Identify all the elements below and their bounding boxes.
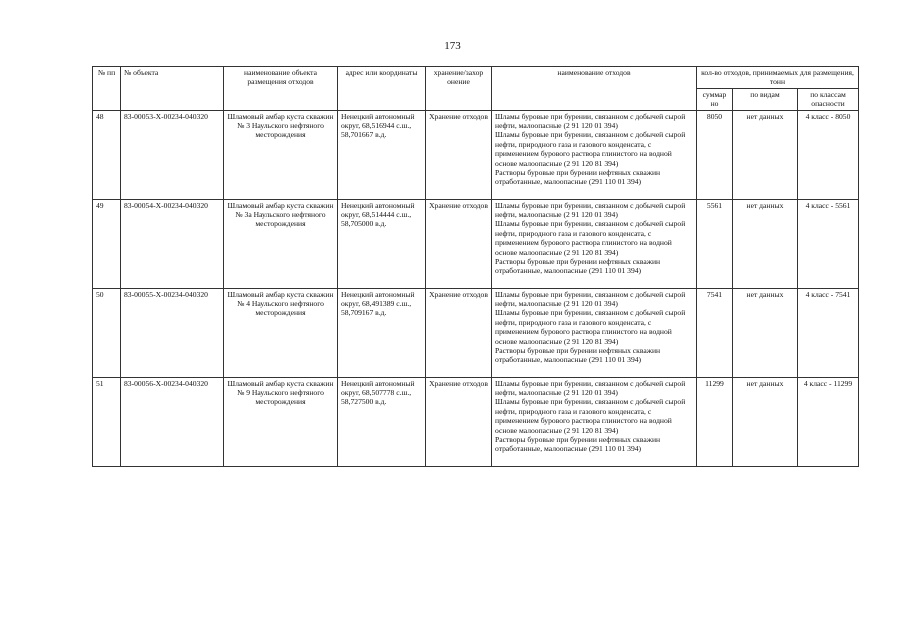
waste-item: Шламы буровые при бурении, связанном с добычей сырой нефти, малоопасные (2 91 120 01 394) [495,200,686,220]
cell-waste [492,199,697,288]
table-header [93,67,859,111]
cell-object-num: 83-00054-Х-00234-040320 [121,199,224,288]
header-sum: суммар но [697,88,733,110]
cell-by-type: нет данных [733,377,798,466]
waste-item: Растворы буровые при бурении нефтяных скважин отработанные, малоопасные (291 110 01 394) [495,435,661,454]
waste-item: Шламы буровые при бурении, связанном с добычей сырой нефти, природного газа и газового конденсата, с применением бурового раствора глинистого на водной основе малоопасные (2 91 120 81 394) [495,219,686,257]
waste-item: Растворы буровые при бурении нефтяных скважин отработанные, малоопасные (291 110 01 394) [495,346,661,365]
cell-by-class: 4 класс - 8050 [798,110,859,199]
table-row [93,110,859,199]
header-num: № пп [93,67,121,111]
table-row [93,199,859,288]
cell-object-name: Шламовый амбар куста скважин № 3а Наульского нефтяного месторождения [224,199,338,288]
cell-by-class: 4 класс - 11299 [798,377,859,466]
header-object-name: наименование объекта размещения отходов [224,67,338,111]
waste-item: Растворы буровые при бурении нефтяных скважин отработанные, малоопасные (291 110 01 394) [495,168,661,187]
header-quantity-group: кол-во отходов, принимаемых для размещения, тонн [697,67,859,89]
cell-by-type: нет данных [733,110,798,199]
cell-by-class: 4 класс - 7541 [798,288,859,377]
waste-item: Шламы буровые при бурении, связанном с добычей сырой нефти, природного газа и газового конденсата, с применением бурового раствора глинистого на водной основе малоопасные (2 91 120 81 394) [495,130,686,168]
cell-object-num: 83-00055-Х-00234-040320 [121,288,224,377]
cell-storage: Хранение отходов [426,110,492,199]
cell-num: 48 [93,110,121,199]
cell-by-class: 4 класс - 5561 [798,199,859,288]
cell-num: 49 [93,199,121,288]
page-number: 173 [444,40,461,52]
waste-item: Шламы буровые при бурении, связанном с добычей сырой нефти, малоопасные (2 91 120 01 394) [495,111,686,131]
cell-address: Ненецкий автономный округ, 68,491389 с.ш., 58,709167 в.д. [338,288,426,377]
header-storage: хранение/захор онение [426,67,492,111]
cell-waste [492,377,697,466]
cell-storage: Хранение отходов [426,199,492,288]
header-by-type: по видам [733,88,798,110]
cell-sum: 11299 [697,377,733,466]
cell-object-num: 83-00053-Х-00234-040320 [121,110,224,199]
cell-num: 50 [93,288,121,377]
header-address: адрес или координаты [338,67,426,111]
cell-address: Ненецкий автономный округ, 68,514444 с.ш., 58,705000 в.д. [338,199,426,288]
cell-by-type: нет данных [733,199,798,288]
header-object-num: № объекта [121,67,224,111]
cell-storage: Хранение отходов [426,288,492,377]
waste-facility-table [92,66,859,467]
waste-item: Шламы буровые при бурении, связанном с добычей сырой нефти, природного газа и газового конденсата, с применением бурового раствора глинистого на водной основе малоопасные (2 91 120 81 394) [495,397,686,435]
cell-waste [492,110,697,199]
cell-address: Ненецкий автономный округ, 68,507778 с.ш., 58,727500 в.д. [338,377,426,466]
cell-object-name: Шламовый амбар куста скважин № 3 Наульского нефтяного месторождения [224,110,338,199]
waste-item: Шламы буровые при бурении, связанном с добычей сырой нефти, природного газа и газового конденсата, с применением бурового раствора глинистого на водной основе малоопасные (2 91 120 81 394) [495,308,686,346]
cell-object-num: 83-00056-Х-00234-040320 [121,377,224,466]
header-waste-name: наименование отходов [492,67,697,111]
table-row [93,288,859,377]
cell-address: Ненецкий автономный округ, 68,516944 с.ш., 58,701667 в.д. [338,110,426,199]
cell-sum: 8050 [697,110,733,199]
cell-sum: 7541 [697,288,733,377]
cell-num: 51 [93,377,121,466]
cell-sum: 5561 [697,199,733,288]
cell-object-name: Шламовый амбар куста скважин № 9 Наульского нефтяного месторождения [224,377,338,466]
cell-object-name: Шламовый амбар куста скважин № 4 Наульского нефтяного месторождения [224,288,338,377]
cell-by-type: нет данных [733,288,798,377]
waste-item: Шламы буровые при бурении, связанном с добычей сырой нефти, малоопасные (2 91 120 01 394) [495,289,686,309]
table-row [93,377,859,466]
header-by-class: по классам опасности [798,88,859,110]
table-body [93,110,859,466]
waste-item: Шламы буровые при бурении, связанном с добычей сырой нефти, малоопасные (2 91 120 01 394) [495,378,686,398]
waste-item: Растворы буровые при бурении нефтяных скважин отработанные, малоопасные (291 110 01 394) [495,257,661,276]
cell-waste [492,288,697,377]
cell-storage: Хранение отходов [426,377,492,466]
